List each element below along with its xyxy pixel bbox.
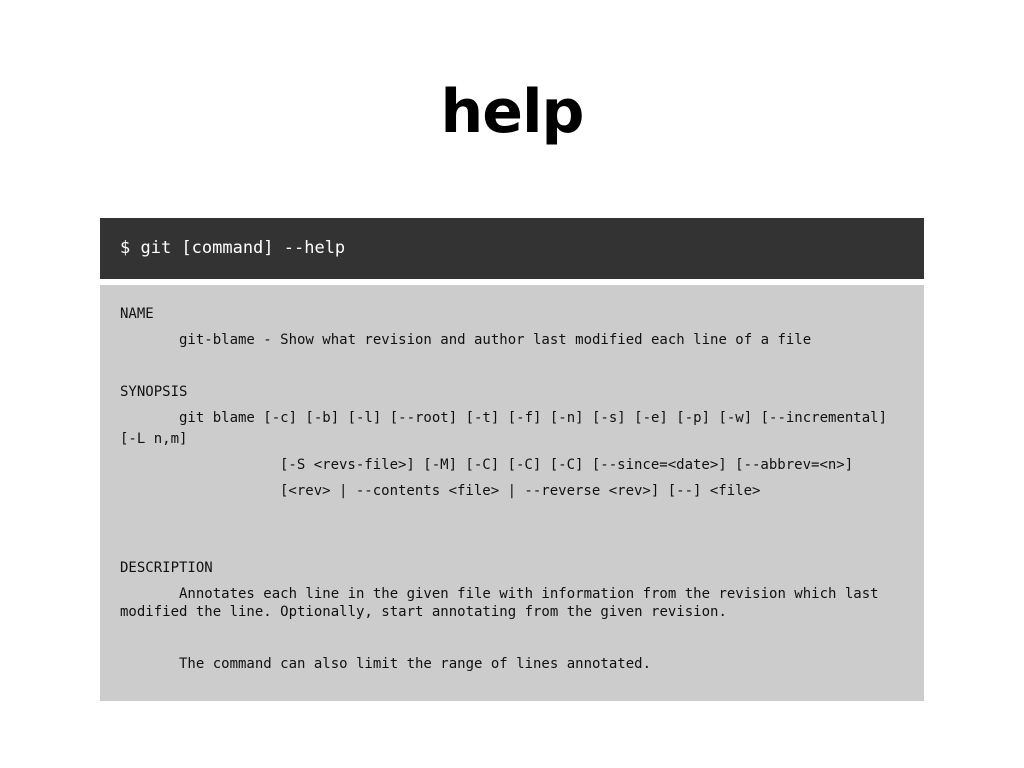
description-heading: DESCRIPTION: [120, 560, 213, 576]
name-text: git-blame - Show what revision and author last modified each line of a file: [179, 332, 812, 348]
synopsis-line: [-S <revs-file>] [-M] [-C] [-C] [-C] [--since=<date>] [--abbrev=<n>]: [280, 457, 854, 473]
synopsis-line: [-L n,m]: [120, 431, 188, 447]
description-line: modified the line. Optionally, start annotating from the given revision.: [120, 604, 727, 620]
name-heading: NAME: [120, 306, 154, 322]
slide-title: help: [440, 77, 584, 147]
command-text: $ git [command] --help: [120, 238, 346, 258]
synopsis-line: [<rev> | --contents <file> | --reverse <rev>] [--] <file>: [280, 483, 761, 499]
man-page-panel: [100, 285, 924, 701]
synopsis-heading: SYNOPSIS: [120, 384, 188, 400]
description-line: Annotates each line in the given file with information from the revision which last: [179, 586, 879, 602]
synopsis-line: git blame [-c] [-b] [-l] [--root] [-t] [-f] [-n] [-s] [-e] [-p] [-w] [--incremental]: [179, 410, 888, 426]
command-bar: [100, 218, 924, 279]
description-line: The command can also limit the range of lines annotated.: [179, 656, 652, 672]
